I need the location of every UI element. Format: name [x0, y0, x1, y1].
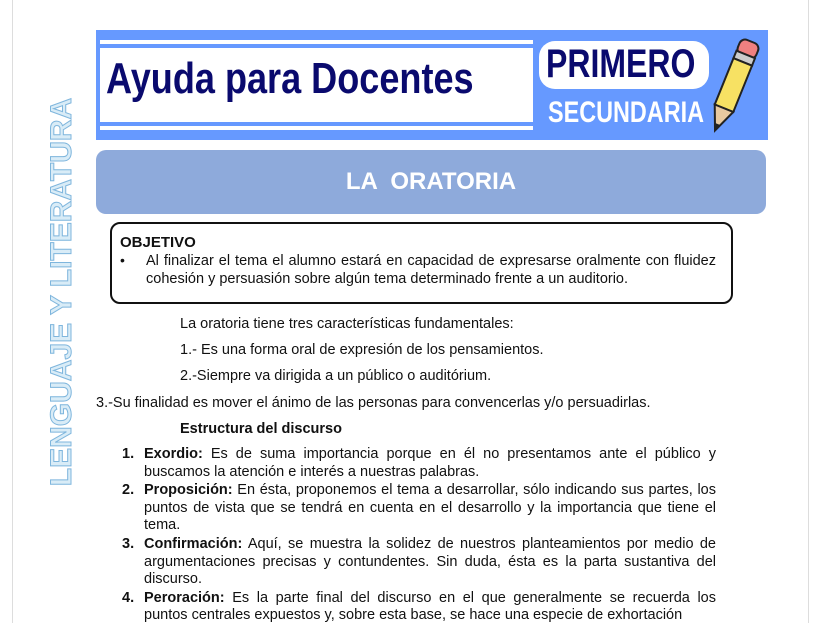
level-label: SECUNDARIA: [548, 96, 705, 129]
objective-text: Al finalizar el tema el alumno estará en capacidad de expresarse oralmente con fluidez cohesión y persuasión sobre algún tema determinado frente a un auditorio.: [146, 253, 716, 287]
title-banner: [96, 150, 766, 214]
item-term: Proposición:: [144, 482, 233, 499]
subject-side-label: LENGUAJE Y LITERATURA: [45, 97, 78, 487]
item-number: 4.: [122, 589, 135, 606]
page-title: LA ORATORIA: [345, 168, 517, 195]
characteristic-2: 2.-Siempre va dirigida a un público o auditórium.: [180, 368, 492, 384]
brand-logo-text: Ayuda para Docentes: [106, 54, 474, 103]
characteristic-3: 3.-Su finalidad es mover el ánimo de las personas para convencerlas y/o persuadirlas.: [96, 395, 651, 411]
item-term: Confirmación:: [144, 535, 243, 552]
banner-stripe: [100, 40, 533, 44]
header-banner: [96, 30, 768, 140]
item-number: 2.: [122, 482, 135, 499]
structure-heading: Estructura del discurso: [180, 421, 342, 437]
item-number: 1.: [122, 446, 135, 462]
banner-stripe: [100, 126, 533, 130]
pencil-icon: [701, 32, 765, 140]
structure-list: [122, 446, 716, 626]
item-number: 3.: [122, 535, 135, 552]
list-item: [122, 446, 716, 481]
item-term: Exordio:: [144, 446, 203, 462]
grade-label: PRIMERO: [546, 42, 696, 86]
list-item: [122, 536, 716, 589]
item-text: Es la parte final del discurso en el que generalmente se recuerda los puntos centrales expuestos y, sobre esta base, se hace una especie de exhortación: [144, 589, 716, 624]
item-text: Es de suma importancia porque en él no presentamos ante el público y buscamos la atención e interés a nuestras palabras.: [144, 446, 716, 480]
bullet-icon: •: [120, 252, 125, 268]
item-text: Aquí, se muestra la solidez de nuestros planteamientos por medio de argumentaciones precisas y contundentes. Sin duda, ésta es la parta sustantiva del discurso.: [144, 535, 716, 588]
characteristic-1: 1.- Es una forma oral de expresión de los pensamientos.: [180, 342, 544, 358]
intro-text: La oratoria tiene tres características fundamentales:: [180, 316, 514, 332]
item-term: Peroración:: [144, 589, 225, 606]
list-item: [122, 482, 716, 535]
item-text: En ésta, proponemos el tema a desarrollar, sólo indicando sus partes, los puntos de vista que se tendrá en cuenta en el desarrollo y la importancia que tiene el tema.: [144, 482, 716, 534]
list-item: [122, 590, 716, 625]
objective-heading: OBJETIVO: [120, 234, 196, 251]
